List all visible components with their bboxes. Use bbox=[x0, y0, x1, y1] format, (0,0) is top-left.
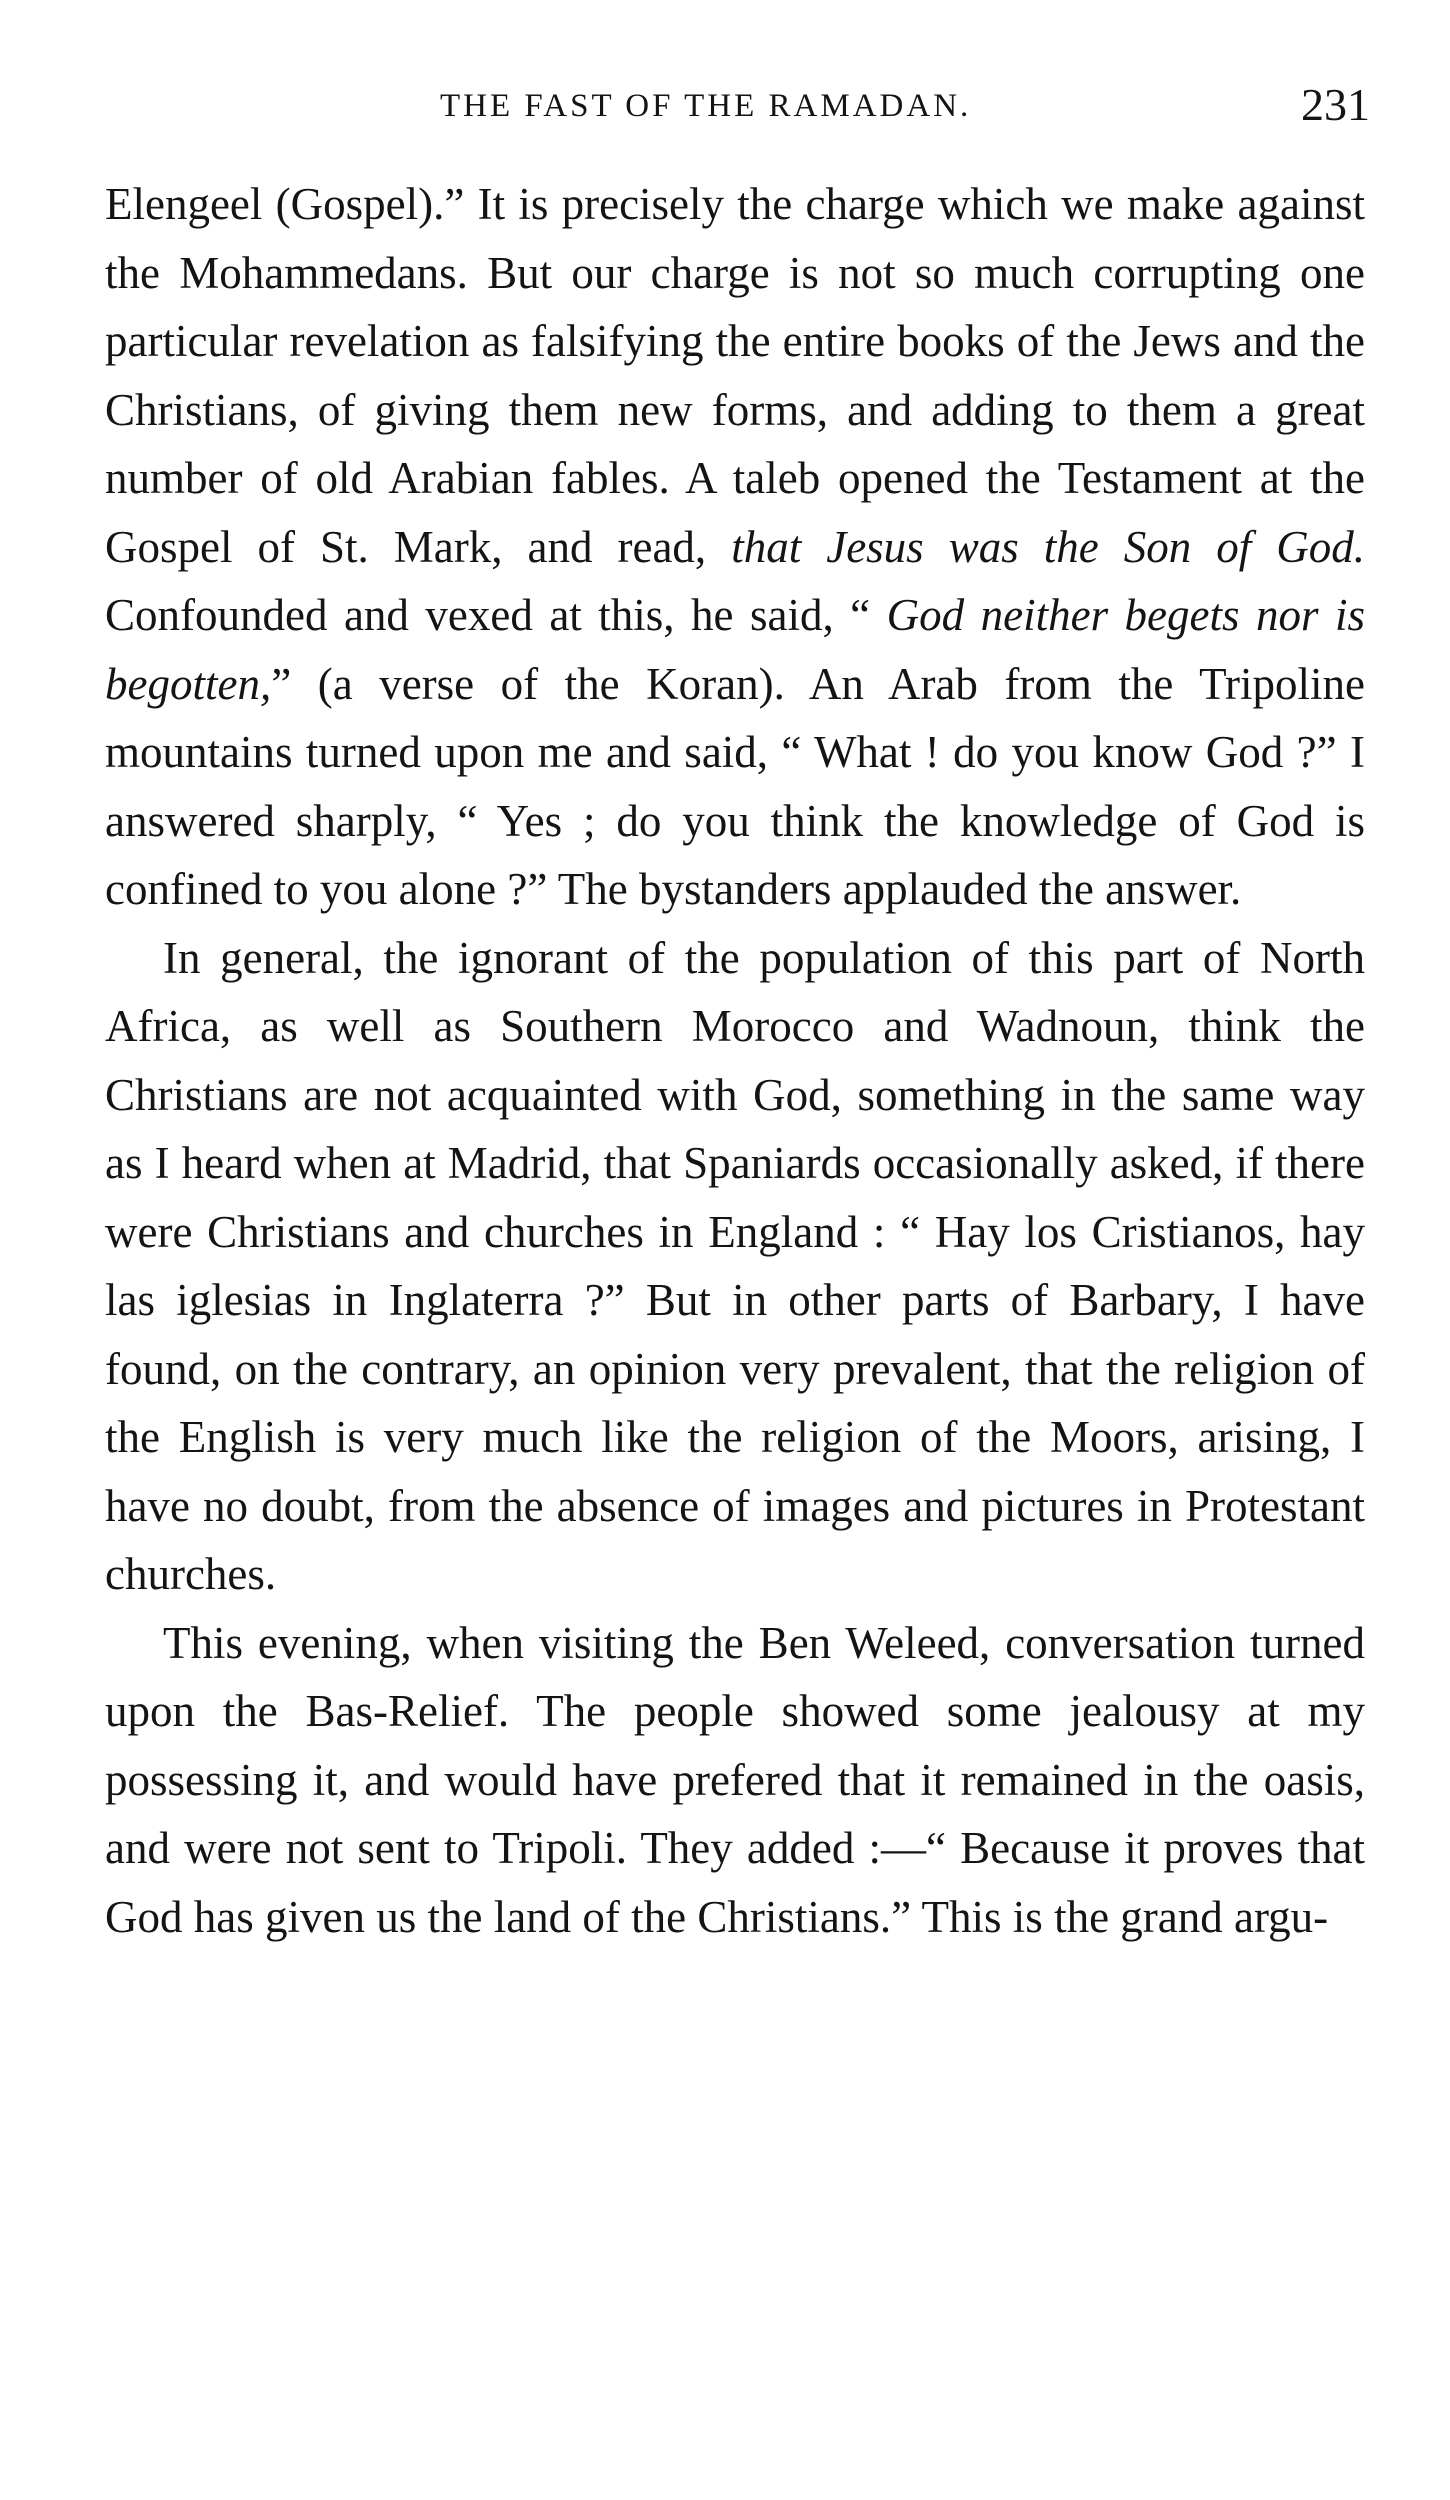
paragraph-3 bbox=[105, 1609, 1365, 1952]
text-run: Confounded and vexed at this, he said, “ bbox=[105, 590, 887, 640]
page-number: 231 bbox=[1301, 79, 1370, 130]
italic-run: God neither begets nor is begotten, bbox=[105, 590, 1365, 709]
italic-run: that Jesus was the Son of God. bbox=[731, 521, 1365, 572]
running-title: THE FAST OF THE RAMADAN. bbox=[440, 88, 972, 124]
text-run: In general, the ignorant of the population of this part of North Africa, as well as Southern Morocco and Wadnoun, think the Christians are not acquainted with God, something in the same way as I heard when at Madrid, that Spaniards occasionally asked, if there were Christians and churches in England : “ Hay los Cristianos, hay las iglesias in Inglaterra ?” But in other parts of Barbary, I have found, on the contrary, an opinion very prevalent, that the religion of the English is very much like the religion of the Moors, arising, I have no doubt, from the absence of images and pictures in Protestant churches. bbox=[105, 932, 1365, 1599]
paragraph-1 bbox=[105, 170, 1365, 924]
body-text bbox=[105, 170, 1365, 1951]
text-run: ” (a verse of the Koran). An Arab from the Tripoline mountains turned upon me and said, “ What ! do you know God ?” I answered sharply, “ Yes ; do you think the knowledge of God is confined to you alone ?” The bystanders applauded the answer. bbox=[105, 658, 1365, 914]
paragraph-2 bbox=[105, 924, 1365, 1609]
text-run: Elengeel (Gospel).” It is precisely the charge which we make against the Mohammedans. But our charge is not so much corrupting one particular revelation as falsifying the entire books of the Jews and the Christians, of giving them new forms, and adding to them a great number of old Arabian fables. A taleb opened the Testament at the Gospel of St. Mark, and read, bbox=[105, 179, 1365, 572]
text-run: This evening, when visiting the Ben Weleed, conversation turned upon the Bas-Relief. The people showed some jealousy at my possessing it, and would have prefered that it remained in the oasis, and were not sent to Tripoli. They added :—“ Because it proves that God has given us the land of the Christians.” This is the grand argu- bbox=[105, 1617, 1365, 1942]
running-head bbox=[110, 78, 1370, 138]
